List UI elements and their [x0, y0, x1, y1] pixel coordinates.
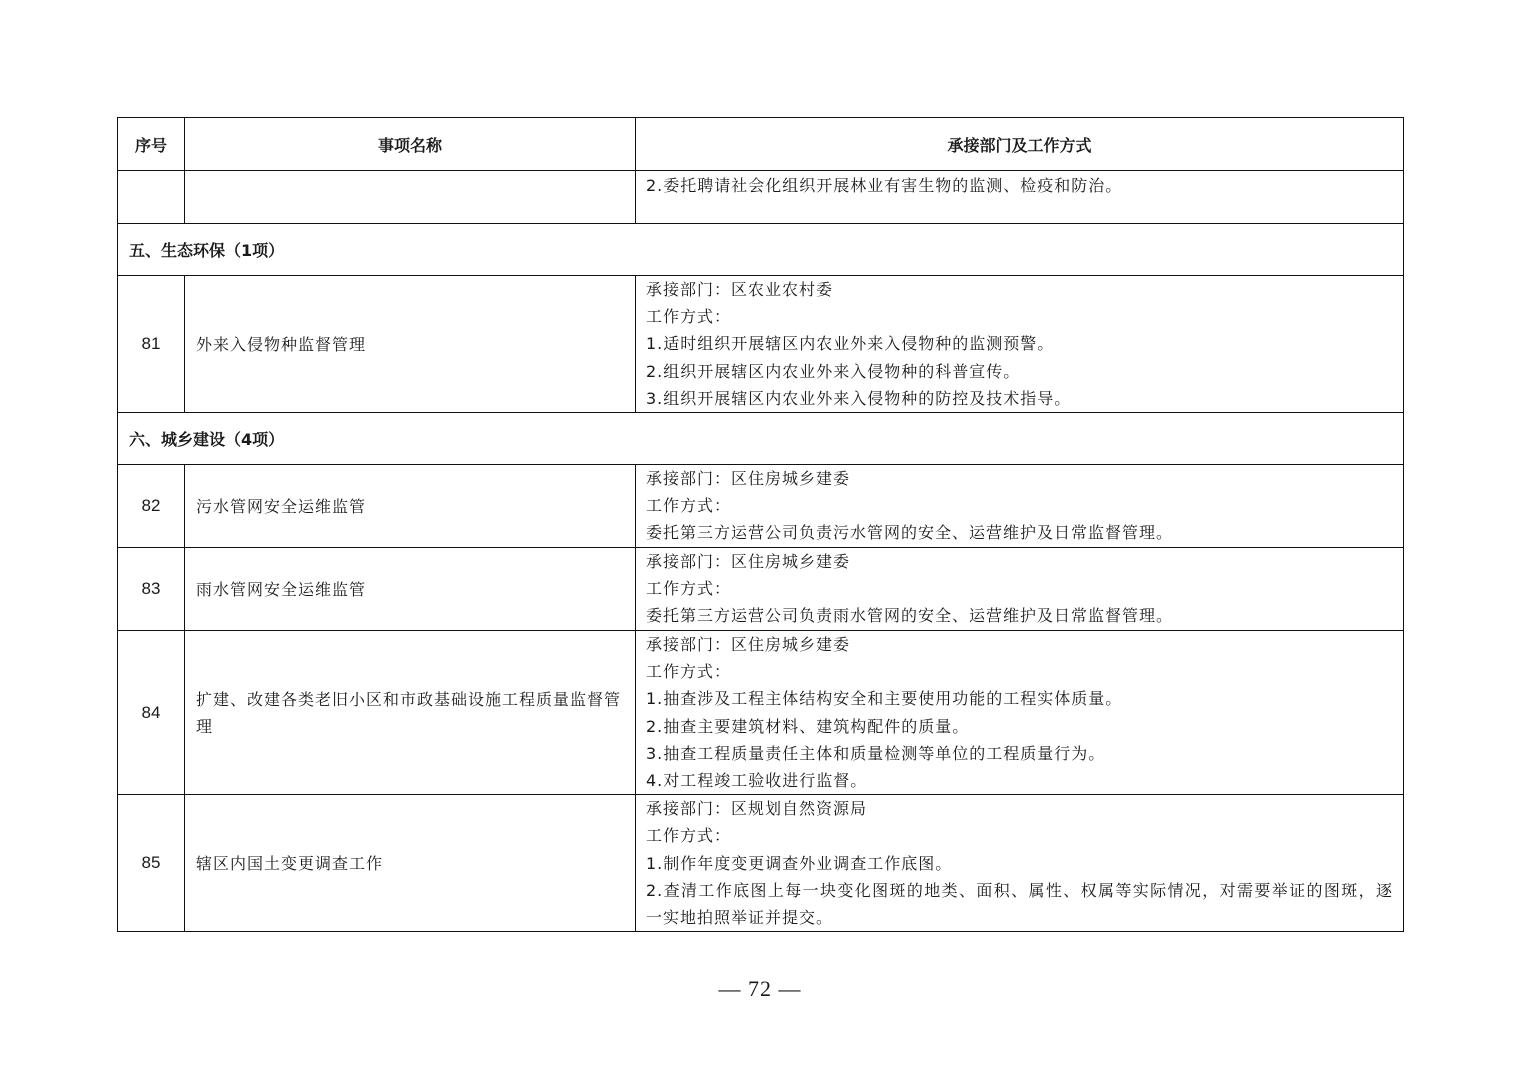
dept-line: 2.查清工作底图上每一块变化图斑的地类、面积、属性、权属等实际情况，对需要举证的图斑，逐一实地拍照举证并提交。 — [646, 880, 1393, 928]
dept-line: 承接部门：区住房城乡建委 — [646, 552, 851, 572]
row-name: 扩建、改建各类老旧小区和市政基础设施工程质量监督管理 — [185, 631, 636, 795]
page-number: — 72 — — [718, 976, 802, 1001]
row-number: 85 — [118, 795, 185, 932]
row-name: 污水管网安全运维监管 — [185, 465, 636, 548]
matters-table — [117, 117, 1404, 932]
row-number: 83 — [118, 548, 185, 631]
header-name: 事项名称 — [185, 118, 636, 171]
row-name: 外来入侵物种监督管理 — [185, 276, 636, 413]
row-name: 辖区内国土变更调查工作 — [185, 795, 636, 932]
dept-line: 工作方式： — [646, 307, 732, 327]
row-name — [185, 171, 636, 224]
table-row — [118, 631, 1404, 795]
table-row — [118, 548, 1404, 631]
row-number: 84 — [118, 631, 185, 795]
table-header-row — [118, 118, 1404, 171]
dept-line: 4.对工程竣工验收进行监督。 — [646, 771, 868, 791]
table-row — [118, 171, 1404, 224]
row-department — [636, 548, 1404, 631]
section-row — [118, 224, 1404, 276]
dept-line: 工作方式： — [646, 826, 732, 846]
row-department — [636, 171, 1404, 224]
table-row — [118, 465, 1404, 548]
row-number: 81 — [118, 276, 185, 413]
row-number — [118, 171, 185, 224]
row-department — [636, 631, 1404, 795]
row-name: 雨水管网安全运维监管 — [185, 548, 636, 631]
dept-line: 委托第三方运营公司负责雨水管网的安全、运营维护及日常监督管理。 — [646, 606, 1174, 626]
row-number: 82 — [118, 465, 185, 548]
dept-line: 1.适时组织开展辖区内农业外来入侵物种的监测预警。 — [646, 334, 1055, 354]
dept-line: 承接部门：区规划自然资源局 — [646, 799, 868, 819]
dept-line: 工作方式： — [646, 662, 732, 682]
dept-line: 3.抽查工程质量责任主体和质量检测等单位的工程质量行为。 — [646, 743, 1106, 763]
row-department — [636, 276, 1404, 413]
header-number: 序号 — [118, 118, 185, 171]
section-row — [118, 413, 1404, 465]
section-title: 六、城乡建设（4项） — [118, 413, 1404, 465]
dept-line: 2.委托聘请社会化组织开展林业有害生物的监测、检疫和防治。 — [646, 176, 1123, 195]
dept-line: 承接部门：区住房城乡建委 — [646, 635, 851, 655]
table-row — [118, 276, 1404, 413]
dept-line: 1.抽查涉及工程主体结构安全和主要使用功能的工程实体质量。 — [646, 689, 1123, 709]
dept-line: 1.制作年度变更调查外业调查工作底图。 — [646, 853, 953, 873]
dept-line: 承接部门：区住房城乡建委 — [646, 469, 851, 489]
row-department — [636, 795, 1404, 932]
dept-line: 承接部门：区农业农村委 — [646, 280, 834, 299]
row-department — [636, 465, 1404, 548]
dept-line: 2.组织开展辖区内农业外来入侵物种的科普宣传。 — [646, 361, 1021, 381]
table-row — [118, 795, 1404, 932]
dept-line: 委托第三方运营公司负责污水管网的安全、运营维护及日常监督管理。 — [646, 523, 1174, 543]
header-department: 承接部门及工作方式 — [636, 118, 1404, 171]
dept-line: 2.抽查主要建筑材料、建筑构配件的质量。 — [646, 716, 970, 736]
dept-line: 工作方式： — [646, 496, 732, 516]
dept-line: 工作方式： — [646, 579, 732, 599]
dept-line: 3.组织开展辖区内农业外来入侵物种的防控及技术指导。 — [646, 388, 1072, 408]
section-title: 五、生态环保（1项） — [118, 224, 1404, 276]
